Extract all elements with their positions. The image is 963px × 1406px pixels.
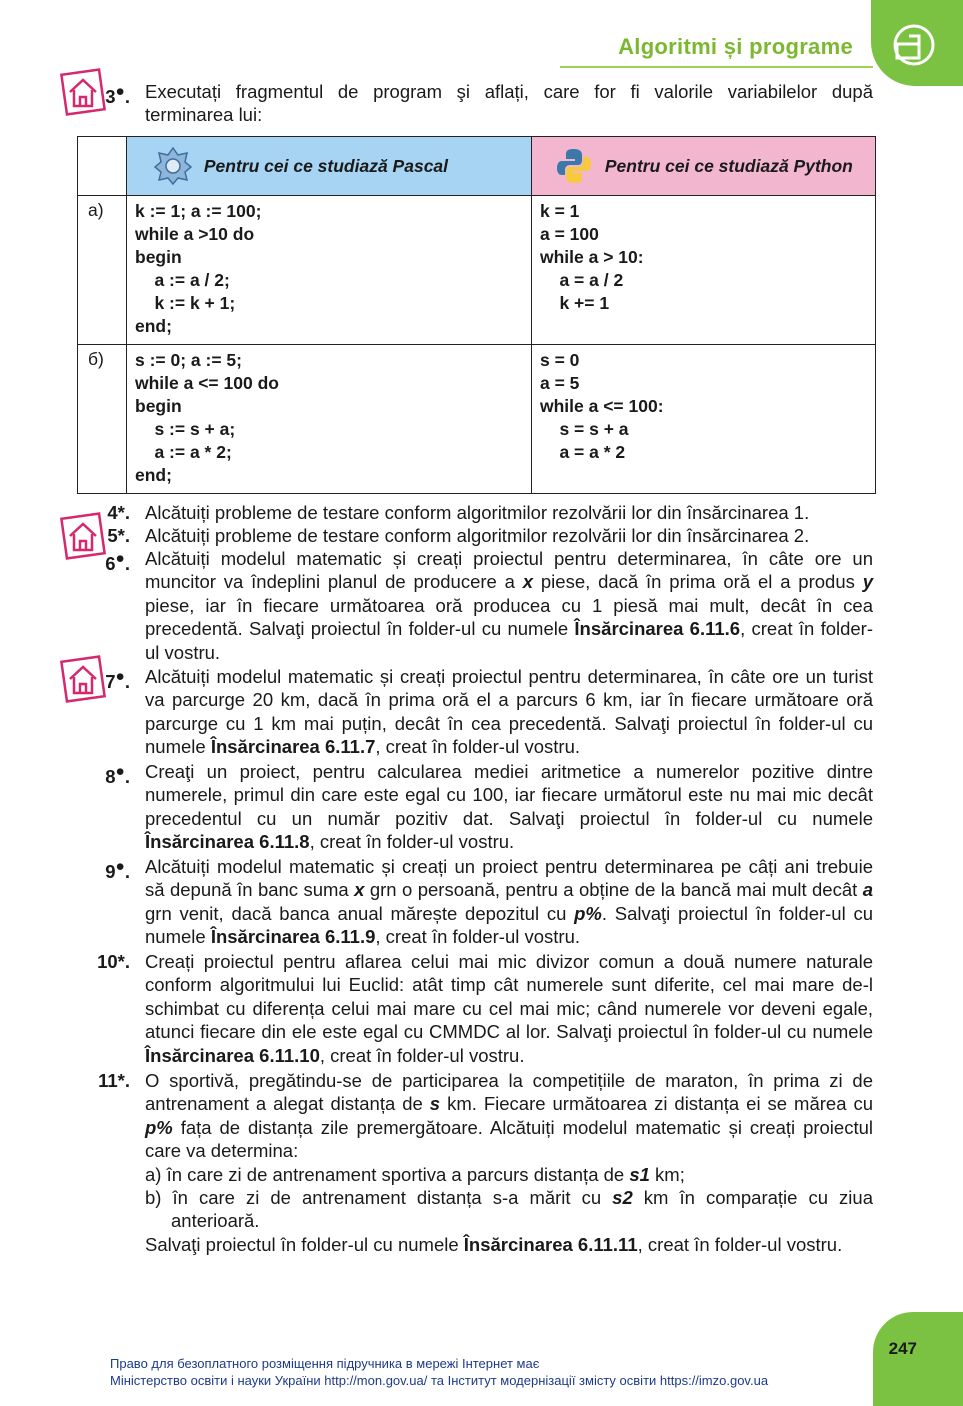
task-text: Creați proiectul pentru aflarea celui mai mic divizor comun a două numere naturale conform algoritmului lui Euclid: atât timp cât numerele sunt diferite, cel mai mare de-l schimbat cu diferența celui mai mare cu cel mai mic; când numerele vor deveni egale, atunci fiecare din ele este egal cu CMMDC al lor. Salvaţi proiectul în folder-ul cu numele Însărcinarea 6.11.10, creat în folder-ul vostru. [145,951,873,1066]
table-row [78,196,876,345]
header-rule [560,66,873,68]
task-text: Executați fragmentul de program şi aflați, care for fi valorile variabilelor după [145,81,873,102]
task-number: 5*. [107,525,130,546]
save-instruction: Salvaţi proiectul în folder-ul cu numele Însărcinarea 6.11.11, creat în folder-ul vostru. [145,1233,843,1255]
chapter-title: Algoritmi și programe [618,34,853,59]
task-text: Alcătuiți probleme de testare conform algoritmilor rezolvării lor din însărcinarea 2. [145,525,810,546]
task-text: Alcătuiți probleme de testare conform algoritmilor rezolvării lor din însărcinarea 1. [145,502,810,523]
pascal-code: s := 0; a := 5; while a <= 100 do begin s := s + a; a := a * 2; end; [127,345,532,494]
task-number: 8●. [105,763,130,788]
task-text: Alcătuiți modelul matematic și creați proiectul pentru determinarea, în câte ore un turist va parcurge 20 km, dacă în prima oră el a parcurs 6 km, iar în fiecare următoare oră parcurge cu 1 km mai puțin, decât în cea precedentă. Salvaţi proiectul în folder-ul cu numele Însărcinarea 6.11.7, creat în folder-ul vostru. [145,666,873,758]
task-number: 9●. [105,858,130,883]
pascal-header [127,137,532,196]
task-number: 4*. [107,502,130,523]
task-text: Alcătuiți modelul matematic și creați un proiect pentru determinarea pe câți ani trebuie să depună în banc suma x grn o persoană, pentru a obține de la bancă mai mult decât a grn venit, dacă banca anual mărește depozitul cu p%. Salvaţi proiectul în folder-ul cu numele Însărcinarea 6.11.9, creat în folder-ul vostru. [145,856,873,948]
footer-line-1: Право для безоплатного розміщення підручника в мережі Інтернет має [110,1356,540,1371]
table-corner-cell [78,137,127,196]
pascal-code: k := 1; a := 100; while a >10 do begin a := a / 2; k := k + 1; end; [127,196,532,345]
task-number: 10*. [97,951,130,972]
table-row [78,345,876,494]
task-text: Alcătuiți modelul matematic și creați proiectul pentru determinarea, în câte ore un muncitor va îndeplini planul de producere a x piese, dacă în prima oră el a produs y piese, iar în fiecare următoarea oră producea cu 1 piesă mai mult, decât în cea precedentă. Salvaţi proiectul în folder-ul cu numele Însărcinarea 6.11.6, creat în folder-ul vostru. [145,548,874,663]
footer-line-2: Міністерство освіти і науки України http://mon.gov.ua/ та Інститут модернізації змісту освіти https://imzo.gov.ua [110,1373,769,1388]
task-text: terminarea lui: [145,104,263,126]
task-text: O sportivă, pregătindu-se de participarea la competițiile de maraton, în prima zi de antrenament a alegat distanța de s km. Fiecare următoarea zi distanța ei se mărea cu p% fața de distanța zile premergătoare. Alcătuiți modelul matematic și creați proiectul care va determina: a) în care zi de antrenament sportiva a parcurs distanța de s1 km; b) în care zi de antrenament distanța s-a mărit cu s2 km în comparație cu ziua anterioară. Salvaţi proiectul în folder-ul cu numele Însărcinarea 6.11.11, creat în folder-ul vostru. [145,1070,873,1255]
task-number: 11*. [98,1070,130,1091]
computer-icon [891,22,937,68]
row-label: б) [78,345,127,494]
subitem-a: a) în care zi de antrenament sportiva a parcurs distanța de s1 km; [145,1163,685,1185]
page-number: 247 [888,1339,917,1358]
task-number: 6●. [105,550,130,575]
pascal-header-label: Pentru cei ce studiază Pascal [203,155,449,176]
python-code: k = 1 a = 100 while a > 10: a = a / 2 k += 1 [532,196,876,345]
python-code: s = 0 a = 5 while a <= 100: s = s + a a = a * 2 [532,345,876,494]
python-header-label: Pentru cei ce studiază Python [604,155,853,176]
python-header [532,137,876,196]
python-logo-icon [554,146,594,186]
task-number: 3●. [105,83,130,108]
table-header-row [78,137,876,196]
task-number: 7●. [105,668,130,693]
pascal-logo-icon [153,146,193,186]
subitem-b: b) în care zi de antrenament distanța s-a mărit cu s2 km în comparație cu ziua anterioară. [145,1187,873,1232]
page-number-tab [873,1312,963,1406]
row-label: а) [78,196,127,345]
task-text: Creaţi un proiect, pentru calcularea mediei aritmetice a numerelor pozitive dintre numerele, primul din care este egal cu 100, iar fiecare următorul este nu mai mic decât precedentul cu un număr pozitiv dat. Salvaţi proiectul în folder-ul cu numele Însărcinarea 6.11.8, creat în folder-ul vostru. [145,761,873,853]
program-table [77,136,876,494]
